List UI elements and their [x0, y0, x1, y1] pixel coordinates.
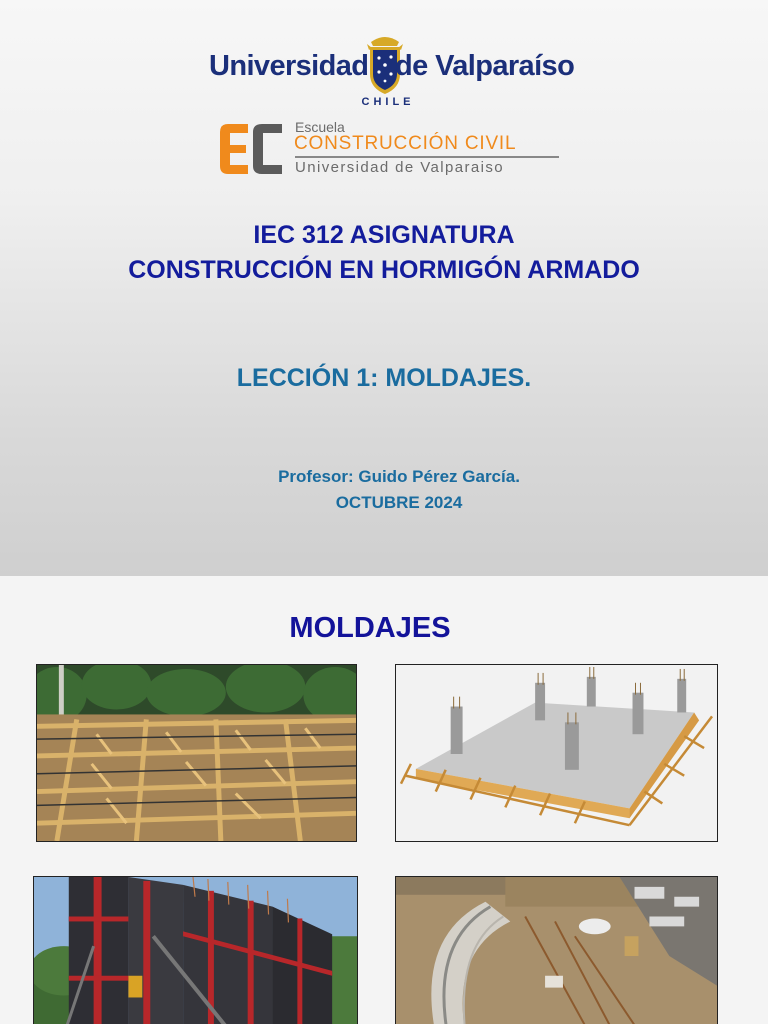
- school-logo-divider: [295, 156, 559, 158]
- university-logo-word-right: de Valparaíso: [395, 50, 575, 82]
- university-logo: [209, 34, 585, 114]
- ec-logo-icon: [218, 120, 284, 178]
- school-logo-construccion: CONSTRUCCIÓN CIVIL: [294, 133, 517, 154]
- lesson-date: OCTUBRE 2024: [335, 493, 463, 512]
- university-logo-word-left: Universidad: [209, 50, 369, 82]
- slide-title: MOLDAJES: [289, 612, 451, 644]
- university-logo-country: CHILE: [361, 96, 415, 108]
- slab-formwork-render: [395, 664, 718, 842]
- school-logo: [218, 118, 563, 180]
- wall-formwork-photo: [33, 876, 358, 1024]
- course-name-title: CONSTRUCCIÓN EN HORMIGÓN ARMADO: [128, 256, 640, 284]
- professor-name: Profesor: Guido Pérez García.: [278, 467, 520, 486]
- school-logo-university: Universidad de Valparaiso: [295, 159, 504, 176]
- course-code-title: IEC 312 ASIGNATURA: [253, 221, 515, 249]
- moldajes-slide: [0, 576, 768, 1024]
- foundation-formwork-photo: [36, 664, 357, 842]
- curved-formwork-site-photo: [395, 876, 718, 1024]
- school-logo-escuela: Escuela: [295, 119, 345, 135]
- lesson-title: LECCIÓN 1: MOLDAJES.: [236, 364, 532, 392]
